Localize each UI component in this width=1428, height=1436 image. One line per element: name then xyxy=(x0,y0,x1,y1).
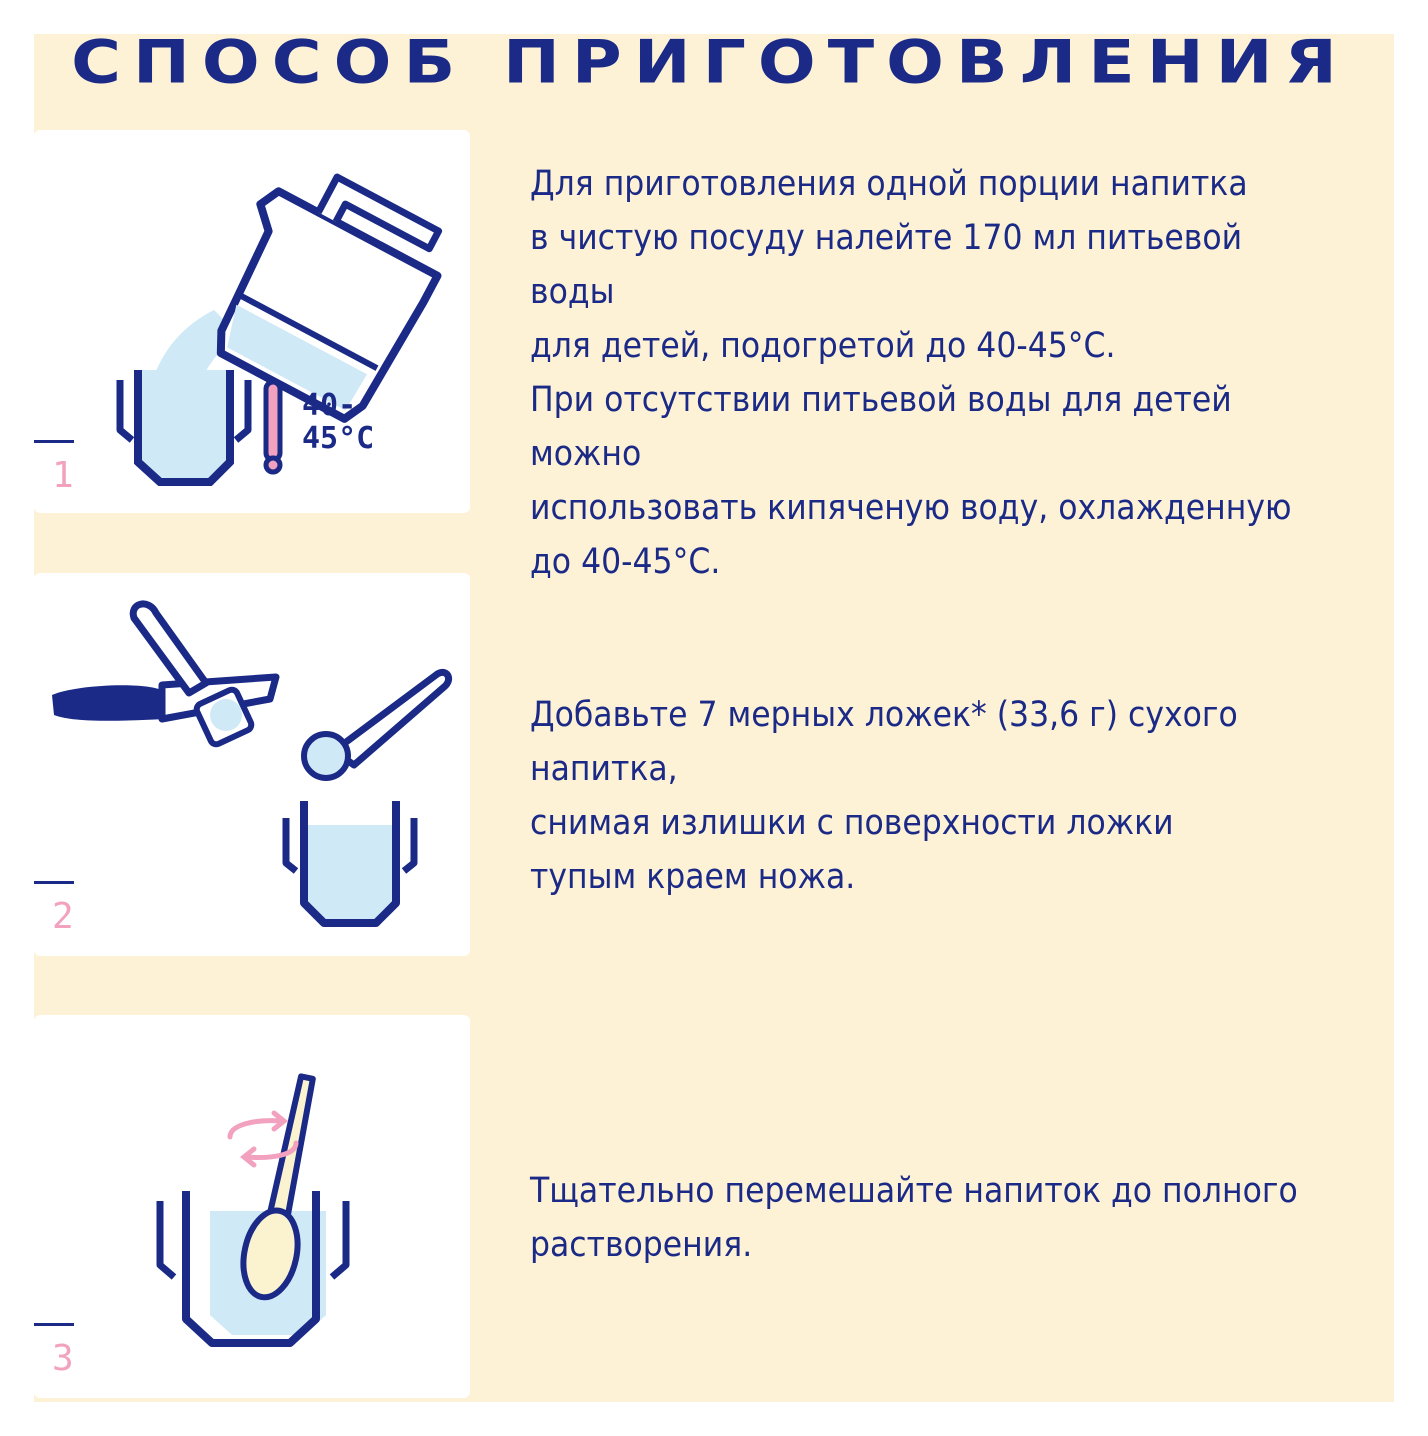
cup-icon xyxy=(120,370,248,482)
step-2-illustration xyxy=(34,573,470,956)
cup-icon xyxy=(286,801,414,923)
step-3-illustration xyxy=(34,1015,470,1398)
step-1-card xyxy=(34,130,470,513)
step-2-divider xyxy=(34,881,74,884)
step-3-number: 3 xyxy=(52,1338,74,1379)
step-2-number: 2 xyxy=(52,896,74,937)
spoon-icon xyxy=(304,672,449,778)
step-1-number: 1 xyxy=(52,455,74,496)
step-2-card xyxy=(34,573,470,956)
thermometer-icon xyxy=(266,382,280,472)
step-1-divider xyxy=(34,440,74,443)
step-3-card xyxy=(34,1015,470,1398)
thermometer-label: 40- 45°C xyxy=(302,388,375,456)
step-1-text: Для приготовления одной порции напитка в чистую посуду налейте 170 мл питьевой воды для детей, подогретой до 40-45°C. При отсутствии питьевой воды для детей можно использовать кипяченую воду, охлажденную до 40-45°C. xyxy=(530,164,1292,582)
step-2-text: Добавьте 7 мерных ложек* (33,6 г) сухого напитка, снимая излишки с поверхности ложки тупым краем ножа. xyxy=(530,695,1238,897)
step-3-divider xyxy=(34,1323,74,1326)
step-3-text: Тщательно перемешайте напиток до полного растворения. xyxy=(530,1171,1298,1265)
step-1-illustration xyxy=(34,130,470,513)
page-title: СПОСОБ ПРИГОТОВЛЕНИЯ xyxy=(71,28,1349,98)
